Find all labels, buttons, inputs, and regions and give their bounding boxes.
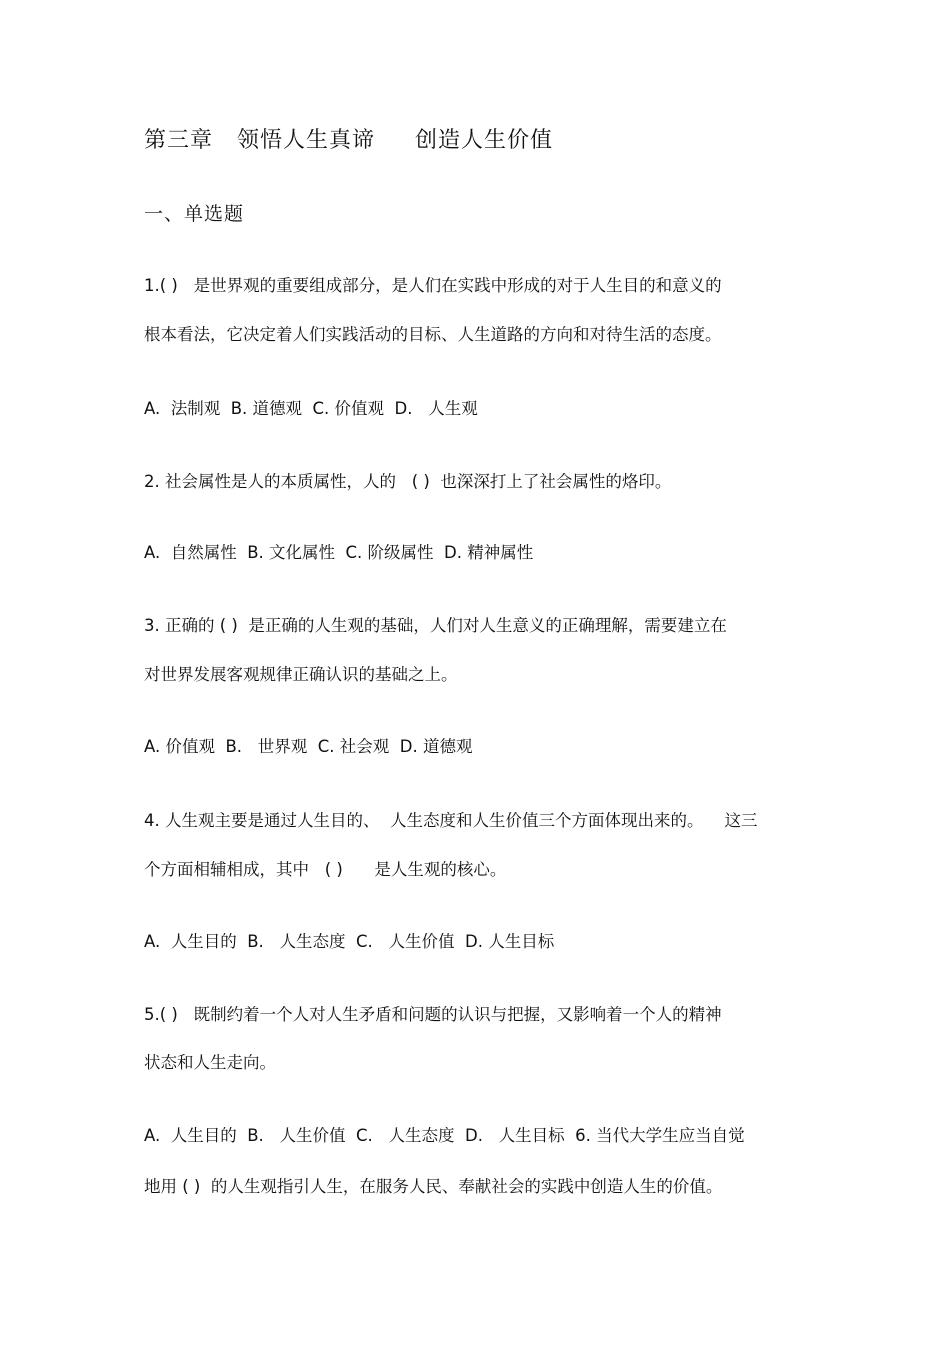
- question-2-line-1: 2. 社会属性是人的本质属性，人的 ( ) 也深深打上了社会属性的烙印。: [144, 472, 672, 491]
- question-2-options: A. 自然属性 B. 文化属性 C. 阶级属性 D. 精神属性: [144, 543, 534, 562]
- question-5-options-and-question-6: A. 人生目的 B. 人生价值 C. 人生态度 D. 人生目标 6. 当代大学生应当自觉: [144, 1126, 745, 1145]
- question-4-line-1: 4. 人生观主要是通过人生目的、 人生态度和人生价值三个方面体现出来的。 这三: [144, 811, 758, 830]
- question-3-line-1: 3. 正确的 ( ) 是正确的人生观的基础，人们对人生意义的正确理解，需要建立在: [144, 616, 727, 635]
- section-title: 一、单选题: [144, 203, 245, 225]
- question-5-line-2: 状态和人生走向。: [144, 1053, 276, 1072]
- question-6-line-2: 地用 ( ) 的人生观指引人生，在服务人民、奉献社会的实践中创造人生的价值。: [144, 1177, 723, 1196]
- question-4-options: A. 人生目的 B. 人生态度 C. 人生价值 D. 人生目标: [144, 932, 555, 951]
- question-3-options: A. 价值观 B. 世界观 C. 社会观 D. 道德观: [144, 737, 473, 756]
- question-1-line-2: 根本看法，它决定着人们实践活动的目标、人生道路的方向和对待生活的态度。: [144, 325, 722, 344]
- question-1-line-1: 1.( ) 是世界观的重要组成部分，是人们在实践中形成的对于人生目的和意义的: [144, 276, 722, 295]
- question-4-line-2: 个方面相辅相成，其中 ( ) 是人生观的核心。: [144, 860, 507, 879]
- chapter-title: 第三章 领悟人生真谛 创造人生价值: [144, 128, 553, 153]
- question-3-line-2: 对世界发展客观规律正确认识的基础之上。: [144, 665, 458, 684]
- question-1-options: A. 法制观 B. 道德观 C. 价值观 D. 人生观: [144, 399, 478, 418]
- question-5-line-1: 5.( ) 既制约着一个人对人生矛盾和问题的认识与把握，又影响着一个人的精神: [144, 1005, 722, 1024]
